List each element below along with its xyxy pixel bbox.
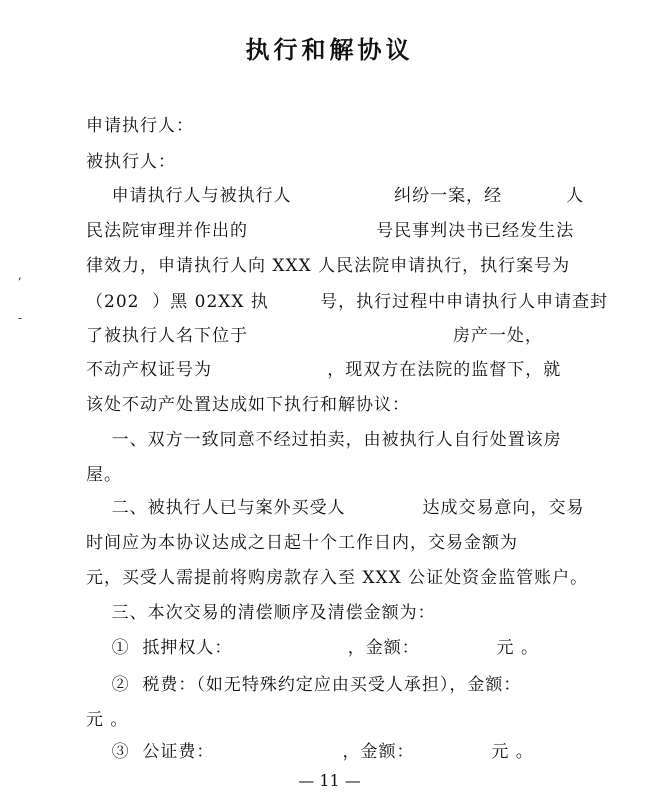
body-line: 了被执行人名下位于 房产一处， xyxy=(86,326,543,346)
clause-1: 一、双方一致同意不经过拍卖，由被执行人自行处置该房 xyxy=(86,430,562,450)
body-line: （202 ）黑 02XX 执 号，执行过程中申请执行人申请查封 xyxy=(86,292,609,312)
body-line: 不动产权证号为 ，现双方在法院的监督下，就 xyxy=(86,360,562,380)
margin-mark: - xyxy=(18,311,23,325)
clause-2-cont: 时间应为本协议达成之日起十个工作日内，交易金额为 xyxy=(86,533,518,553)
item-notary-fee: ③ 公证费： ，金额： 元 。 xyxy=(86,742,534,762)
clause-2: 二、被执行人已与案外买受人 达成交易意向，交易 xyxy=(86,498,585,518)
clause-2-cont: 元，买受人需提前将购房款存入至 XXX 公证处资金监管账户。 xyxy=(86,568,589,588)
page-number: — 11 — xyxy=(298,771,361,790)
item-tax-cont: 元 。 xyxy=(86,710,129,730)
line-applicant: 申请执行人： xyxy=(86,116,194,136)
item-mortgagee: ① 抵押权人： ，金额： 元 。 xyxy=(86,638,539,658)
body-line: 律效力，申请执行人向 XXX 人民法院申请执行，执行案号为 xyxy=(86,256,571,276)
margin-mark: , xyxy=(18,268,22,282)
body-line: 申请执行人与被执行人 纠纷一案，经 人 xyxy=(86,186,585,206)
page-title: 执行和解协议 xyxy=(245,36,414,64)
clause-3: 三、本次交易的清偿顺序及清偿金额为： xyxy=(86,603,436,623)
line-respondent: 被执行人： xyxy=(86,152,176,172)
body-line: 该处不动产处置达成如下执行和解协议： xyxy=(86,395,410,415)
clause-1-cont: 屋。 xyxy=(86,465,122,485)
item-tax: ② 税费：（如无特殊约定应由买受人承担），金额： xyxy=(86,675,522,695)
body-line: 民法院审理并作出的 号民事判决书已经发生法 xyxy=(86,221,575,241)
